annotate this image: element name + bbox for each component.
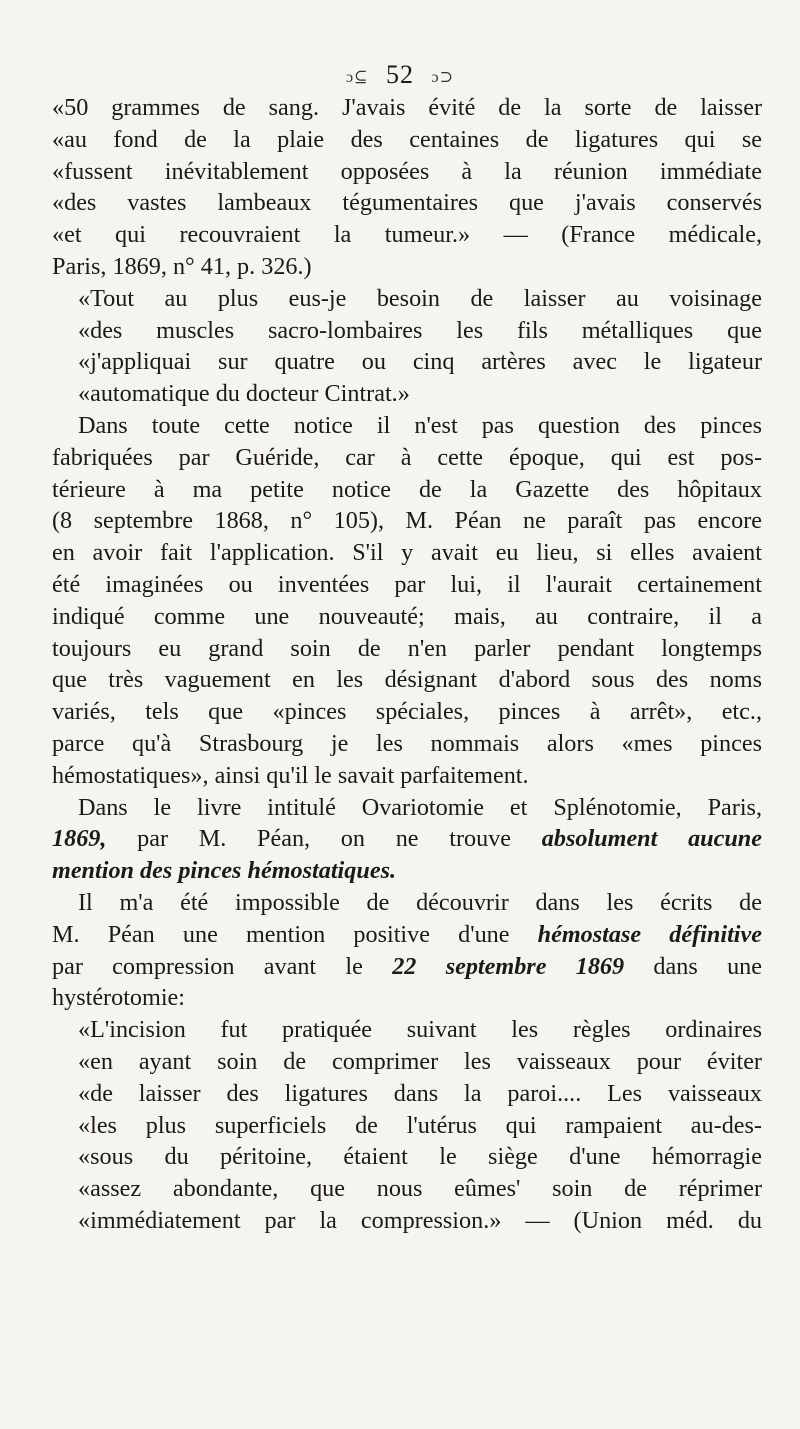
text-line xyxy=(52,760,762,792)
text-segment: variés, tels que «pinces spéciales, pinces à arrêt», etc., xyxy=(52,698,762,726)
text-segment: des centaines de ligatures xyxy=(350,125,659,153)
text-line xyxy=(52,1173,762,1205)
text-segment: «de laisser des ligatures dans la paroi.... Les vaisseaux xyxy=(78,1079,762,1107)
text-segment: J'avais xyxy=(319,94,429,121)
text-line xyxy=(52,1110,762,1142)
text-segment: que très vaguement en les désignant d'abord sous des noms xyxy=(52,666,762,694)
text-line xyxy=(52,887,762,919)
text-segment: sur quatre ou cinq artères xyxy=(218,348,546,376)
text-segment: toujours eu grand soin de n'en parler pendant longtemps xyxy=(52,634,762,662)
text-segment: évité de la sorte xyxy=(428,94,632,121)
text-segment: par M. Péan, on ne trouve xyxy=(106,825,542,853)
text-segment: de laisser xyxy=(631,94,763,121)
text-segment: «en ayant soin de comprimer les vaisseaux pour éviter xyxy=(78,1047,762,1075)
text-line xyxy=(52,92,762,124)
text-segment: «sous du péritoine, étaient le siège d'une hémorragie xyxy=(78,1143,762,1171)
text-line xyxy=(52,410,762,442)
text-line xyxy=(52,505,762,537)
text-segment: avec le ligateur xyxy=(545,348,762,376)
text-line xyxy=(52,251,762,283)
text-segment: les fils métalliques xyxy=(456,316,694,344)
text-segment: «L'incision fut pratiquée suivant les règles ordinaires xyxy=(78,1016,762,1044)
text-segment: «les plus superficiels de l'utérus qui rampaient au-des- xyxy=(78,1111,762,1139)
text-segment: Union méd. xyxy=(581,1206,714,1234)
page-number: 52 xyxy=(386,60,414,89)
ornament-right-icon: ɔ⊃ xyxy=(431,69,455,87)
text-line xyxy=(52,378,762,410)
text-line xyxy=(52,219,762,251)
text-segment: hystérotomie: xyxy=(52,984,186,1012)
text-line xyxy=(52,951,762,983)
text-line xyxy=(52,1014,762,1046)
text-segment: au voisinage xyxy=(585,284,763,312)
text-segment: «au fond de la plaie xyxy=(52,125,351,153)
text-segment: Gazette des hôpitaux xyxy=(515,475,762,503)
text-line xyxy=(52,855,762,887)
text-segment: été imaginées ou inventées par lui, il l'aurait certainement xyxy=(52,570,762,598)
text-line xyxy=(52,1046,762,1078)
text-line xyxy=(52,124,762,156)
text-segment: en avoir fait l'application. S'il y avait eu lieu, si elles avaient xyxy=(52,539,762,567)
text-segment: par compression avant le xyxy=(52,952,393,980)
body-text xyxy=(52,92,762,1237)
text-line xyxy=(52,792,762,824)
text-line xyxy=(52,664,762,696)
text-line xyxy=(52,1205,762,1237)
text-line xyxy=(52,474,762,506)
text-segment: «immédiatement par la compression.» — ( xyxy=(78,1206,582,1234)
text-segment: «assez abondante, que nous eûmes' soin de réprimer xyxy=(78,1175,762,1203)
text-segment: que xyxy=(693,316,762,344)
text-segment: qui se xyxy=(658,125,763,153)
text-segment: térieure à ma petite notice de la xyxy=(52,475,516,503)
text-line xyxy=(52,346,762,378)
text-segment: «Tout au plus eus-je besoin de xyxy=(78,284,524,312)
text-segment: fabriquées par Guéride, car à cette époque, qui est pos- xyxy=(52,443,762,471)
text-segment: 22 septembre 1869 xyxy=(392,952,625,980)
page-header xyxy=(0,60,800,90)
text-line xyxy=(52,569,762,601)
text-segment: laisser xyxy=(523,284,586,312)
text-line xyxy=(52,187,762,219)
text-segment: du xyxy=(713,1206,762,1234)
text-line xyxy=(52,696,762,728)
text-line xyxy=(52,982,762,1014)
text-segment: «automatique du docteur Cintrat.» xyxy=(78,380,410,408)
text-segment: M. Péan une mention positive d'une xyxy=(52,920,538,948)
text-line xyxy=(52,601,762,633)
text-segment: Paris, xyxy=(681,793,762,821)
text-segment: «des muscles sacro-lombaires xyxy=(78,316,457,344)
text-segment: hémostase définitive xyxy=(537,920,762,948)
text-segment: France médicale, xyxy=(569,221,762,249)
text-segment: absolument aucune xyxy=(541,825,762,853)
text-segment: «j'appliquai xyxy=(78,348,219,376)
text-segment: «des vastes lambeaux tégumentaires que j'avais conservés xyxy=(52,189,762,217)
text-segment: hémostatiques», ainsi qu'il le savait parfaitement. xyxy=(52,761,529,789)
text-line xyxy=(52,315,762,347)
text-line xyxy=(52,1078,762,1110)
text-segment: dans une xyxy=(624,952,762,980)
text-segment: « xyxy=(52,94,65,121)
text-segment: (8 septembre 1868, n° 105), M. Péan ne paraît pas encore xyxy=(52,507,762,535)
text-line xyxy=(52,537,762,569)
text-line xyxy=(52,823,762,855)
text-segment: «fussent inévitablement opposées à la réunion immédiate xyxy=(52,157,762,185)
ornament-left-icon: ɔ⊆ xyxy=(345,69,369,87)
text-segment: Ovariotomie et Splénotomie, xyxy=(361,793,682,821)
text-segment: mention des pinces hémostatiques. xyxy=(52,857,397,885)
text-line xyxy=(52,633,762,665)
text-segment: 1869, xyxy=(52,825,107,853)
text-line xyxy=(52,1141,762,1173)
text-line xyxy=(52,919,762,951)
text-line xyxy=(52,156,762,188)
text-segment: Paris, 1869, n° 41, p. 326.) xyxy=(52,252,312,280)
text-line xyxy=(52,442,762,474)
text-segment: Dans le livre intitulé xyxy=(78,793,362,821)
text-segment: «et qui recouvraient la tumeur.» — ( xyxy=(52,221,570,249)
text-line xyxy=(52,728,762,760)
text-line xyxy=(52,283,762,315)
text-segment: Dans toute cette notice il n'est pas question des pinces xyxy=(78,411,762,439)
text-segment: Il m'a été impossible de découvrir dans les écrits de xyxy=(78,888,762,916)
text-segment: indiqué comme une nouveauté; mais, au contraire, il a xyxy=(52,602,762,630)
text-segment: 50 grammes de sang. xyxy=(64,94,319,121)
text-segment: parce qu'à Strasbourg je les nommais alors «mes pinces xyxy=(52,729,762,757)
